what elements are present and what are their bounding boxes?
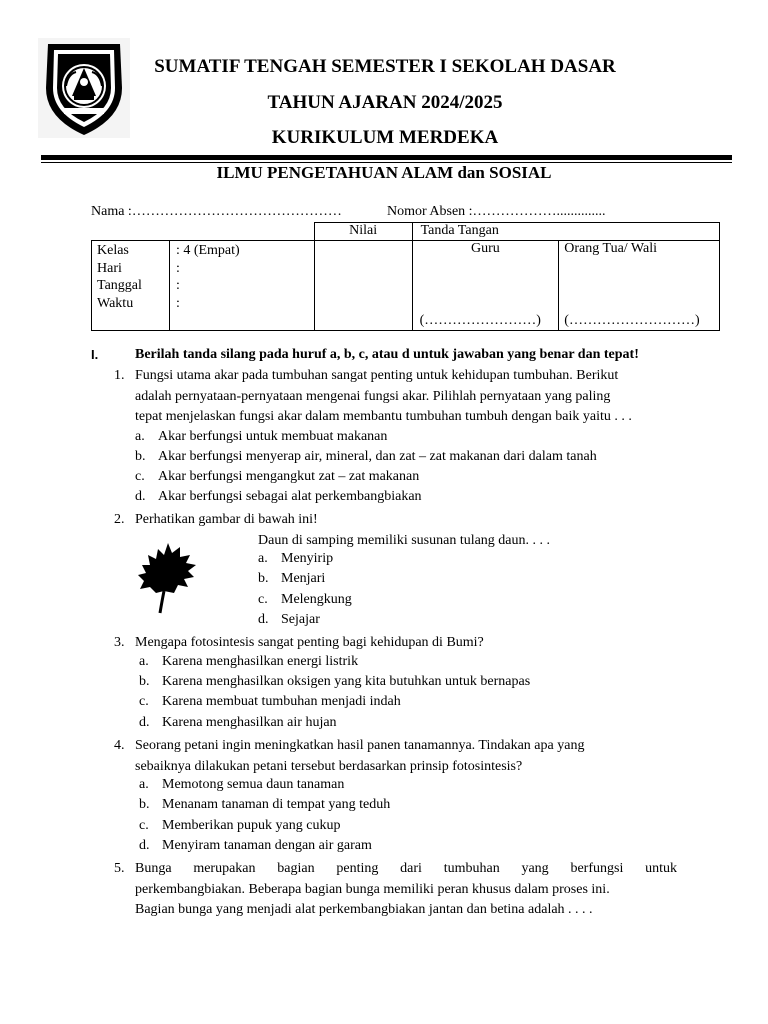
question-number: 2.: [114, 512, 125, 527]
palmate-leaf-icon: [134, 535, 200, 617]
question-line: perkembangbiakan. Beberapa bagian bunga memiliki peran khusus dalam proses ini.: [135, 881, 610, 897]
time-label: Waktu: [97, 295, 134, 311]
option-letter[interactable]: a.: [139, 654, 149, 669]
teacher-label: Guru: [471, 241, 500, 256]
option-letter[interactable]: d.: [135, 489, 146, 504]
option-text: Akar berfungsi mengangkut zat – zat makanan: [158, 469, 420, 484]
subject-title: ILMU PENGETAHUAN ALAM dan SOSIAL: [216, 163, 552, 182]
teacher-signature-line: (……………………): [419, 313, 541, 328]
question-text: Perhatikan gambar di bawah ini!: [135, 512, 318, 527]
question-line: Fungsi utama akar pada tumbuhan sangat penting untuk kehidupan tumbuhan. Berikut: [135, 368, 619, 383]
option-letter[interactable]: d.: [258, 612, 269, 627]
option-letter[interactable]: b.: [258, 571, 269, 586]
question-line: tepat menjelaskan fungsi akar dalam membantu tumbuhan tumbuh dengan baik yaitu . . .: [135, 409, 632, 424]
option-letter[interactable]: c.: [139, 818, 149, 833]
teacher-signature-box[interactable]: [412, 241, 559, 331]
parent-signature-box[interactable]: [559, 241, 720, 331]
option-text: Karena menghasilkan energi listrik: [162, 654, 359, 669]
option-letter[interactable]: d.: [139, 715, 150, 730]
question-number: 5.: [114, 861, 125, 876]
question-line: Bagian bunga yang menjadi alat perkembangbiakan jantan dan betina adalah . . . .: [135, 902, 593, 917]
question-line: Bunga merupakan bagian penting dari tumbuhan yang berfungsi untuk: [135, 861, 677, 876]
absence-number-field[interactable]: Nomor Absen :………………..............: [387, 204, 606, 219]
parent-label: Orang Tua/ Wali: [564, 241, 658, 256]
section-instruction: Berilah tanda silang pada huruf a, b, c, atau d untuk jawaban yang benar dan tepat!: [135, 347, 639, 362]
class-value: : 4 (Empat): [175, 243, 240, 258]
option-text: Memberikan pupuk yang cukup: [162, 818, 341, 833]
section-number: I.: [91, 347, 99, 362]
option-letter[interactable]: c.: [258, 592, 268, 607]
question-line: Seorang petani ingin meningkatkan hasil panen tanamannya. Tindakan apa yang: [135, 738, 585, 753]
parent-signature-line: (………………………): [564, 313, 700, 328]
option-text: Akar berfungsi menyerap air, mineral, dan zat – zat makanan dari dalam tanah: [158, 449, 597, 464]
option-letter[interactable]: d.: [139, 838, 150, 853]
value-column: [169, 241, 314, 331]
class-label: Kelas: [97, 243, 129, 258]
date-label: Tanggal: [97, 278, 142, 293]
option-letter[interactable]: a.: [258, 551, 268, 566]
question-number: 3.: [114, 635, 125, 650]
header-divider-thick: [41, 155, 732, 160]
question-side-text: Daun di samping memiliki susunan tulang daun. . . .: [258, 533, 551, 548]
label-column: [92, 241, 170, 331]
option-text: Menyiram tanaman dengan air garam: [162, 838, 372, 853]
option-text: Sejajar: [281, 612, 320, 627]
option-letter[interactable]: a.: [139, 777, 149, 792]
option-text: Karena membuat tumbuhan menjadi indah: [162, 694, 401, 709]
option-letter[interactable]: c.: [135, 469, 145, 484]
question-number: 1.: [114, 368, 125, 383]
day-label: Hari: [97, 260, 122, 276]
option-text: Menjari: [281, 571, 326, 586]
academic-year: TAHUN AJARAN 2024/2025: [267, 92, 503, 113]
question-line: sebaiknya dilakukan petani tersebut berdasarkan prinsip fotosintesis?: [135, 758, 523, 774]
option-text: Akar berfungsi untuk membuat makanan: [158, 429, 388, 444]
option-text: Karena menghasilkan oksigen yang kita butuhkan untuk bernapas: [162, 674, 531, 689]
option-text: Menanam tanaman di tempat yang teduh: [162, 797, 391, 812]
question-text: [135, 859, 677, 921]
option-text: Karena menghasilkan air hujan: [162, 715, 337, 730]
question-text: Mengapa fotosintesis sangat penting bagi kehidupan di Bumi?: [135, 635, 484, 650]
option-text: Melengkung: [281, 592, 352, 607]
name-field[interactable]: Nama :………………………………………: [91, 204, 342, 219]
option-text: Akar berfungsi sebagai alat perkembangbiakan: [158, 489, 422, 504]
option-text: Menyirip: [281, 551, 334, 566]
question-number: 4.: [114, 738, 125, 753]
day-value[interactable]: :: [175, 260, 180, 276]
curriculum-label: KURIKULUM MERDEKA: [271, 127, 499, 148]
date-value[interactable]: :: [175, 278, 180, 293]
question-text: [135, 736, 584, 777]
option-letter[interactable]: a.: [135, 429, 145, 444]
question-line: adalah pernyataan-pernyataan mengenai fungsi akar. Pilihlah pernyataan yang paling: [135, 388, 611, 404]
option-text: Memotong semua daun tanaman: [162, 777, 345, 792]
question-text: [135, 366, 677, 428]
student-info-table: [91, 222, 720, 331]
signature-header: Tanda Tangan: [412, 223, 719, 241]
score-header: Nilai: [314, 223, 412, 241]
option-letter[interactable]: b.: [139, 797, 150, 812]
score-box[interactable]: [314, 241, 412, 331]
option-letter[interactable]: b.: [135, 449, 146, 464]
time-value[interactable]: :: [175, 295, 180, 311]
option-letter[interactable]: b.: [139, 674, 150, 689]
regional-emblem-icon: [38, 38, 130, 138]
option-letter[interactable]: c.: [139, 694, 149, 709]
exam-title: SUMATIF TENGAH SEMESTER I SEKOLAH DASAR: [154, 56, 616, 77]
